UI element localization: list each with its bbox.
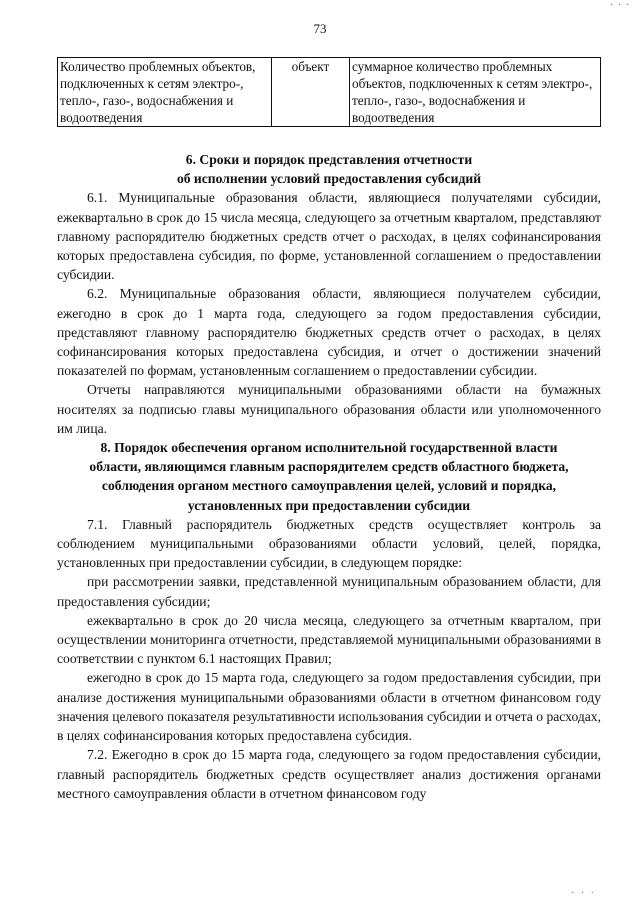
page-number: 73 bbox=[313, 21, 327, 36]
paragraph-7-1: 7.1. Главный распорядитель бюджетных средств осуществляет контроль за соблюдением муниципальными образованиями области условий, целей, порядка, установленных при предоставлении субсидии, в следующем порядке: bbox=[57, 516, 601, 571]
paragraph-6-1: 6.1. Муниципальные образования области, являющиеся получателями субсидии, ежеквартально в срок до 15 числа месяца, следующего за отчетным кварталом, представляют главному распорядителю бюджетных средств отчет о расходах, в целях софинансирования которых предоставлена субсидия, по форме, установленной соглашением о предоставлении субсидии. bbox=[57, 190, 601, 283]
section-8-heading-line: соблюдения органом местного самоуправления целей, условий и порядка, bbox=[101, 478, 557, 494]
section-6-heading-line: 6. Сроки и порядок представления отчетности bbox=[185, 152, 473, 167]
paragraph-6-2: 6.2. Муниципальные образования области, являющиеся получателем субсидии, ежегодно в срок до 1 марта года, следующего за годом предоставления субсидии, представляют главному распорядителю бюджетных средств отчет о расходах, в целях софинансирования которых предоставлена субсидия, и отчет о достижении значений показателей по формам, установленным соглашением о предоставлении субсидии. bbox=[57, 286, 601, 379]
document-body bbox=[57, 150, 601, 803]
paragraph-7-2: 7.2. Ежегодно в срок до 15 марта года, следующего за годом предоставления субсидии, главный распорядитель бюджетных средств осуществляет анализ достижения органами местного самоуправления области в отчетном финансовом году bbox=[57, 747, 601, 801]
paragraph-item-application: при рассмотрении заявки, представленной муниципальным образованием области, для предоставления субсидии; bbox=[57, 574, 601, 609]
section-8-heading bbox=[57, 438, 601, 515]
section-8-heading-line: установленных при предоставлении субсидии bbox=[187, 497, 471, 513]
paragraph-item-annual: ежегодно в срок до 15 марта года, следующего за годом предоставления субсидии, при анализе достижения муниципальными образованиями области в отчетном финансовом году значения целевого показателя результативности использования субсидии и отчета о расходах, в целях софинансирования которых предоставлена субсидия. bbox=[57, 670, 601, 744]
section-8-heading-line: области, являющимся главным распорядителем средств областного бюджета, bbox=[89, 459, 569, 475]
section-8-heading-line: 8. Порядок обеспечения органом исполнительной государственной власти bbox=[100, 440, 558, 456]
scan-corner-mark: · · · bbox=[610, 0, 630, 11]
section-6-heading-line: об исполнении условий предоставления субсидий bbox=[176, 171, 482, 187]
indicator-table bbox=[57, 57, 601, 127]
paragraph-item-quarterly: ежеквартально в срок до 20 числа месяца, следующего за отчетным кварталом, при осуществлении мониторинга отчетности, представляемой муниципальными образованиями в соответствии с пунктом 6.1 настоящих Правил; bbox=[57, 612, 601, 667]
table-row bbox=[58, 58, 601, 127]
scan-bottom-mark: · · · bbox=[571, 888, 596, 899]
section-6-heading bbox=[57, 150, 601, 188]
paragraph-reports: Отчеты направляются муниципальными образованиями области на бумажных носителях за подписью главы муниципального образования области или уполномоченного им лица. bbox=[57, 382, 601, 436]
indicator-name-cell: Количество проблемных объектов, подключенных к сетям электро-, тепло-, газо-, водоснабжения и водоотведения bbox=[58, 58, 272, 127]
indicator-method-cell: суммарное количество проблемных объектов, подключенных к сетям электро-, тепло-, газо-, водоснабжения и водоотведения bbox=[350, 58, 601, 127]
indicator-unit-cell: объект bbox=[271, 58, 349, 127]
